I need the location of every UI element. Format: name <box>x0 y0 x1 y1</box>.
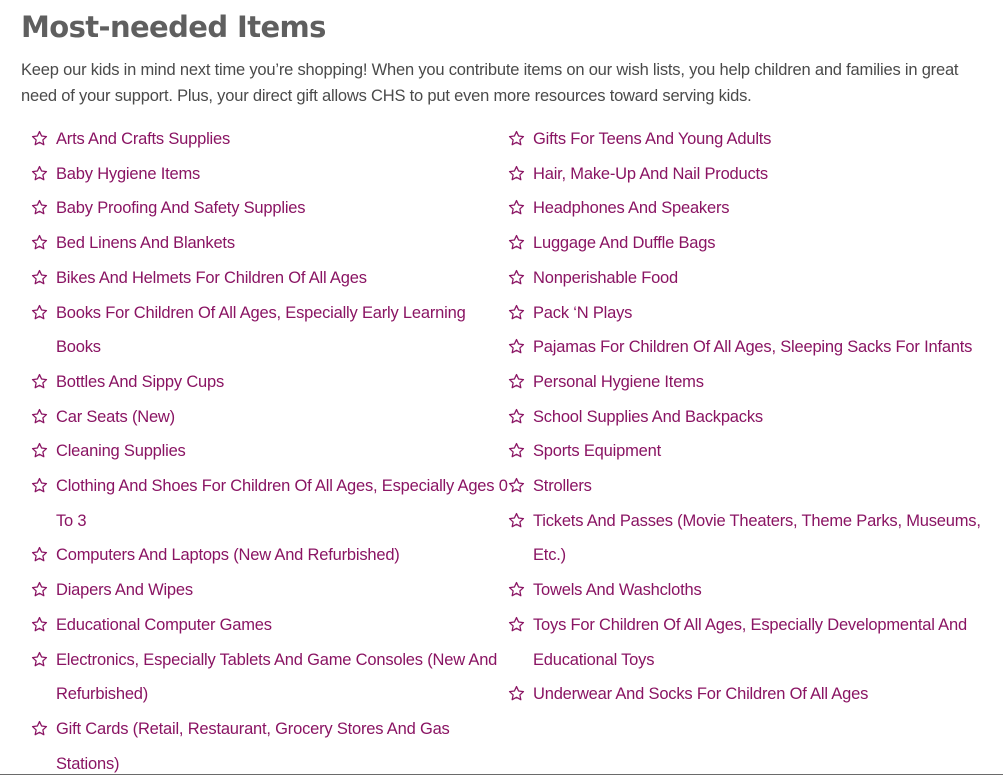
star-icon <box>508 269 525 286</box>
star-icon <box>508 304 525 321</box>
list-item <box>508 400 981 435</box>
star-icon <box>508 130 525 147</box>
list-item <box>508 469 981 504</box>
item-link[interactable]: Bikes And Helmets For Children Of All Ages <box>56 268 367 287</box>
item-link[interactable]: Headphones And Speakers <box>533 199 730 218</box>
star-icon <box>508 234 525 251</box>
item-link[interactable]: Bed Linens And Blankets <box>56 234 235 253</box>
item-link[interactable]: Diapers And Wipes <box>56 581 193 600</box>
star-icon <box>508 581 525 598</box>
list-item <box>31 400 508 435</box>
list-item <box>508 365 981 400</box>
star-icon <box>508 408 525 425</box>
item-link[interactable]: Toys For Children Of All Ages, Especially Developmental And Educational Toys <box>533 615 967 669</box>
item-link[interactable]: Clothing And Shoes For Children Of All Ages, Especially Ages 0 To 3 <box>56 477 508 530</box>
item-link[interactable]: Sports Equipment <box>533 442 661 461</box>
item-link[interactable]: Educational Computer Games <box>56 615 272 634</box>
list-item <box>31 434 508 469</box>
list-item <box>31 573 508 608</box>
item-link[interactable]: Computers And Laptops (New And Refurbished) <box>56 546 400 565</box>
star-icon <box>31 477 48 494</box>
items-list-right <box>508 122 981 781</box>
star-icon <box>31 616 48 633</box>
star-icon <box>31 408 48 425</box>
star-icon <box>508 477 525 494</box>
item-link[interactable]: Bottles And Sippy Cups <box>56 372 225 391</box>
item-link[interactable]: Strollers <box>533 477 592 496</box>
list-item <box>31 296 508 365</box>
item-link[interactable]: Gift Cards (Retail, Restaurant, Grocery Stores And Gas Stations) <box>56 719 450 773</box>
item-link[interactable]: Tickets And Passes (Movie Theaters, Theme Parks, Museums, Etc.) <box>533 511 981 565</box>
item-link[interactable]: Luggage And Duffle Bags <box>533 234 716 253</box>
list-item <box>508 122 981 157</box>
star-icon <box>31 651 48 668</box>
star-icon <box>31 234 48 251</box>
intro-paragraph: Keep our kids in mind next time you’re shopping! When you contribute items on our wish lists, you help children and families in great need of your support. Plus, your direct gift allows CHS to put even more resources toward serving kids. <box>21 61 959 105</box>
list-item <box>31 712 508 781</box>
list-item <box>508 191 981 226</box>
section-heading: Most-needed Items <box>21 10 326 44</box>
star-icon <box>31 581 48 598</box>
star-icon <box>31 130 48 147</box>
list-item <box>31 157 508 192</box>
star-icon <box>508 199 525 216</box>
star-icon <box>508 338 525 355</box>
list-item <box>31 122 508 157</box>
item-link[interactable]: Underwear And Socks For Children Of All Ages <box>533 685 869 704</box>
item-link[interactable]: Pack ‘N Plays <box>533 303 633 322</box>
list-item <box>31 538 508 573</box>
item-link[interactable]: Towels And Washcloths <box>533 581 702 600</box>
item-link[interactable]: School Supplies And Backpacks <box>533 407 763 426</box>
item-link[interactable]: Arts And Crafts Supplies <box>56 130 231 148</box>
list-item <box>31 226 508 261</box>
list-item <box>31 191 508 226</box>
star-icon <box>31 373 48 390</box>
item-link[interactable]: Hair, Make-Up And Nail Products <box>533 164 768 183</box>
list-item <box>508 157 981 192</box>
list-item <box>31 469 508 538</box>
list-item <box>508 608 981 677</box>
list-item <box>31 643 508 712</box>
list-item <box>508 296 981 331</box>
item-link[interactable]: Cleaning Supplies <box>56 442 186 461</box>
list-item <box>31 365 508 400</box>
star-icon <box>31 720 48 737</box>
list-item <box>508 261 981 296</box>
star-icon <box>508 373 525 390</box>
item-link[interactable]: Car Seats (New) <box>56 407 175 426</box>
star-icon <box>31 304 48 321</box>
star-icon <box>508 616 525 633</box>
item-link[interactable]: Electronics, Especially Tablets And Game Consoles (New And Refurbished) <box>56 650 498 704</box>
item-link[interactable]: Books For Children Of All Ages, Especially Early Learning Books <box>56 303 466 357</box>
list-item <box>508 677 981 712</box>
list-item <box>31 261 508 296</box>
list-item <box>508 504 981 573</box>
list-item <box>508 330 981 365</box>
star-icon <box>31 199 48 216</box>
item-link[interactable]: Pajamas For Children Of All Ages, Sleeping Sacks For Infants <box>533 338 973 357</box>
list-item <box>31 608 508 643</box>
items-list-left <box>31 122 508 781</box>
item-link[interactable]: Gifts For Teens And Young Adults <box>533 130 772 148</box>
list-item <box>508 226 981 261</box>
star-icon <box>508 512 525 529</box>
item-link[interactable]: Baby Hygiene Items <box>56 164 201 183</box>
list-item <box>508 573 981 608</box>
item-link[interactable]: Nonperishable Food <box>533 268 678 287</box>
items-list-columns <box>31 122 981 781</box>
star-icon <box>31 546 48 563</box>
star-icon <box>31 165 48 182</box>
star-icon <box>508 685 525 702</box>
star-icon <box>508 165 525 182</box>
item-link[interactable]: Personal Hygiene Items <box>533 372 704 391</box>
star-icon <box>31 269 48 286</box>
star-icon <box>31 442 48 459</box>
item-link[interactable]: Baby Proofing And Safety Supplies <box>56 199 306 218</box>
star-icon <box>508 442 525 459</box>
list-item <box>508 434 981 469</box>
